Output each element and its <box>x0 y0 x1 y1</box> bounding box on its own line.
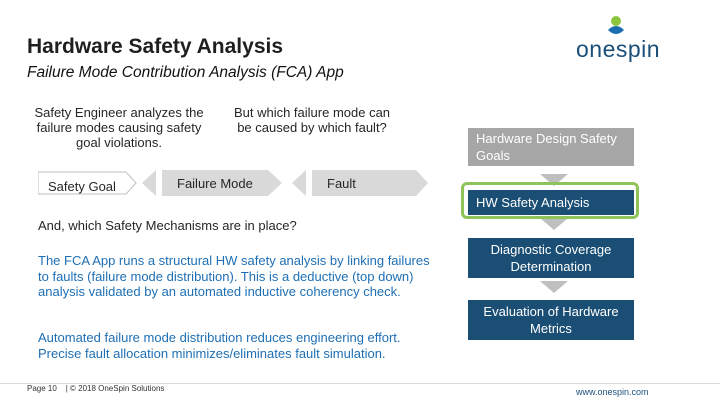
engineer-description: Safety Engineer analyzes the failure modes causing safety goal violations. <box>34 105 204 150</box>
down-arrow-icon <box>540 218 568 230</box>
down-arrow-icon <box>540 281 568 293</box>
safety-mechanisms-question: And, which Safety Mechanisms are in place? <box>38 218 297 233</box>
logo-text: onespin <box>576 36 661 62</box>
footer-page-info: Page 10 | © 2018 OneSpin Solutions <box>27 384 165 393</box>
back-arrow-left <box>142 170 156 196</box>
process-step-hw-safety-analysis: HW Safety Analysis <box>468 190 634 215</box>
page-subtitle: Failure Mode Contribution Analysis (FCA) App <box>27 64 344 81</box>
process-step-diagnostic-coverage: Diagnostic Coverage Determination <box>468 238 634 278</box>
flow-failure-mode: Failure Mode <box>177 176 253 191</box>
fca-description: The FCA App runs a structural HW safety analysis by linking failures to faults (failure mode distribution). This is a deductive (top down) analysis validated by an automated inductive coherency check. <box>38 253 430 299</box>
process-step-hardware-metrics: Evaluation of Hardware Metrics <box>468 300 634 340</box>
current-step-highlight <box>461 182 639 219</box>
footer-website-link[interactable]: www.onespin.com <box>576 387 649 397</box>
automation-description: Automated failure mode distribution reduces engineering effort. Precise fault allocation minimizes/eliminates fault simulation. <box>38 330 401 361</box>
flow-fault: Fault <box>327 176 356 191</box>
process-step-hardware-design: Hardware Design Safety Goals <box>468 128 634 166</box>
page-title: Hardware Safety Analysis <box>27 35 284 58</box>
flow-safety-goal: Safety Goal <box>48 179 116 194</box>
fault-question: But which failure mode can be caused by which fault? <box>233 105 391 135</box>
back-arrow-right <box>292 170 306 196</box>
